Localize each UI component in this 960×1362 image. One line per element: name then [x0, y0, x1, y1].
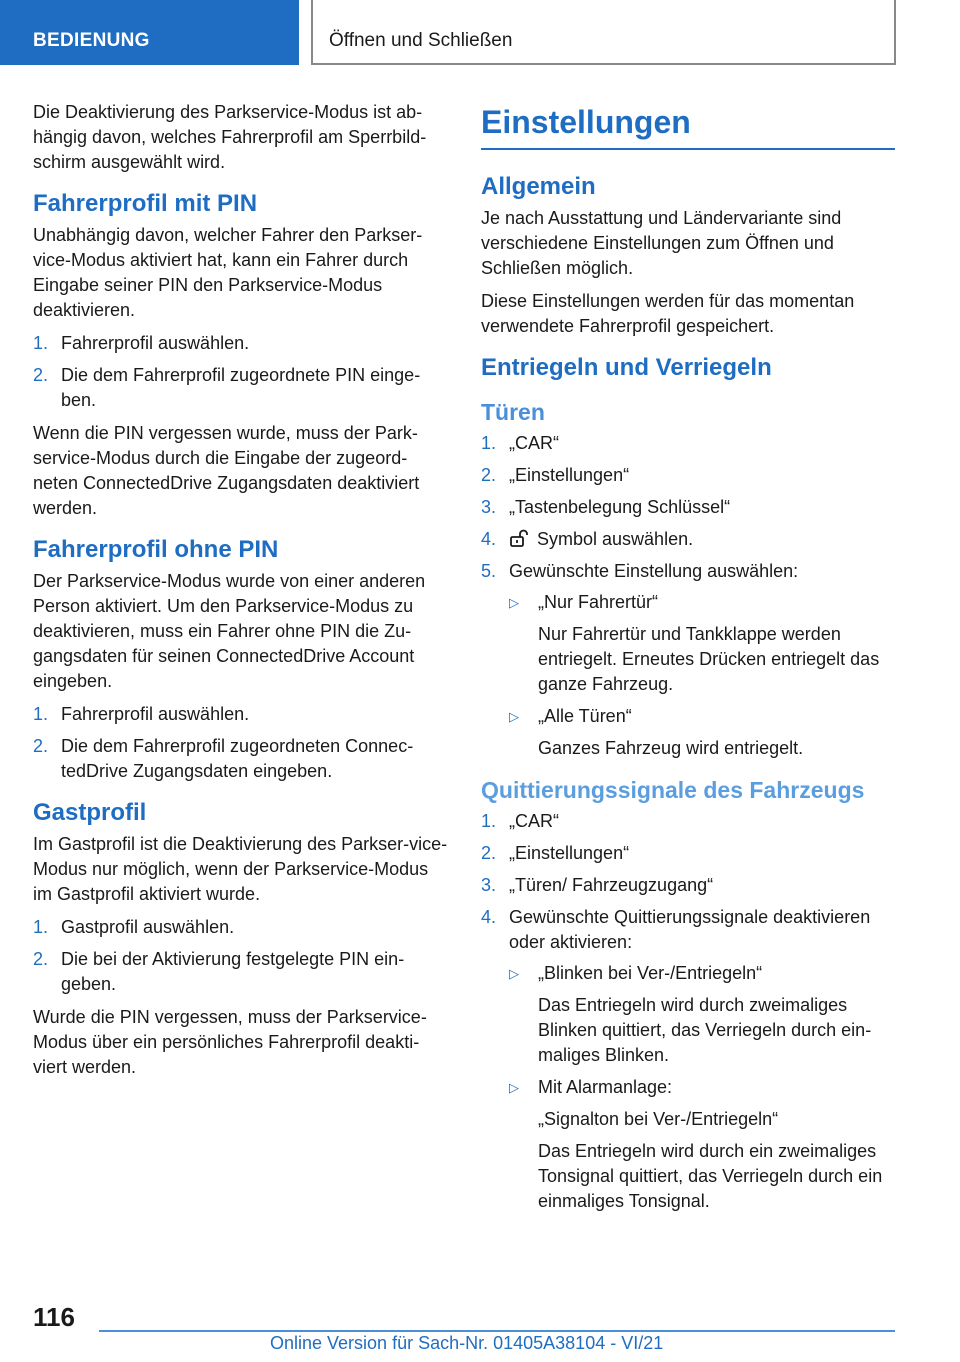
list-item [481, 905, 895, 1214]
step-number: 1. [33, 704, 49, 724]
step-text: Gewünschte Quittierungssignale deaktivieren oder aktivieren: [509, 907, 871, 952]
heading-unlock-lock: Entriegeln und Verriegeln [481, 354, 772, 381]
step-number: 5. [481, 561, 497, 581]
heading-profile-without-pin: Fahrerprofil ohne PIN [33, 536, 279, 563]
list-item [33, 702, 449, 727]
triangle-bullet-icon: ▷ [509, 1080, 519, 1095]
triangle-bullet-icon: ▷ [509, 709, 519, 724]
step-text: „CAR“ [509, 811, 559, 831]
step-text: Die dem Fahrerprofil zugeordneten Connec-tedDrive Zugangsdaten eingeben. [61, 736, 414, 781]
option-label: „Alle Türen“ [538, 706, 632, 726]
footer-divider [99, 1330, 895, 1332]
option-description: „Signalton bei Ver-/Entriegeln“ [538, 1109, 779, 1129]
step-text: Fahrerprofil auswählen. [61, 333, 250, 353]
step-number: 1. [481, 811, 497, 831]
heading-signals: Quittierungssignale des Fahrzeugs [481, 777, 865, 803]
step-number: 2. [33, 736, 49, 756]
header-chapter-label: Öffnen und Schließen [329, 30, 513, 51]
nopin-steps [33, 702, 449, 784]
step-text: Gewünschte Einstellung auswählen: [509, 561, 799, 581]
list-item [509, 1075, 895, 1214]
section-title: Einstellungen [481, 102, 895, 150]
heading-doors: Türen [481, 399, 545, 425]
left-column [33, 100, 449, 1088]
signals-steps [481, 809, 895, 1214]
step-number: 4. [481, 907, 497, 927]
list-item [481, 527, 895, 552]
guest-steps [33, 915, 449, 997]
doors-steps [481, 431, 895, 761]
option-description: Nur Fahrertür und Tankklappe werden entriegelt. Erneutes Drücken entriegelt das ganze Fahrzeug. [538, 624, 880, 694]
step-text: „Einstellungen“ [509, 843, 630, 863]
general-paragraph-2: Diese Einstellungen werden für das momentan verwendete Fahrerprofil gespeichert. [481, 291, 855, 336]
list-item [509, 704, 895, 761]
list-item [509, 590, 895, 697]
step-number: 1. [33, 333, 49, 353]
header-section-tab [0, 0, 299, 65]
list-item [33, 734, 449, 784]
heading-profile-with-pin: Fahrerprofil mit PIN [33, 190, 258, 217]
step-text: Die dem Fahrerprofil zugeordnete PIN einge-ben. [61, 365, 421, 410]
pin-note: Wenn die PIN vergessen wurde, muss der Park-service-Modus durch die Eingabe der zugeord-neten ConnectedDrive Zugangsdaten deaktiviert werden. [33, 423, 420, 518]
heading-guest-profile: Gastprofil [33, 799, 147, 826]
step-text: Die bei der Aktivierung festgelegte PIN ein-geben. [61, 949, 405, 994]
page-number: 116 [33, 1302, 75, 1332]
unlock-icon [509, 528, 529, 548]
signals-options [509, 961, 895, 1214]
step-number: 2. [33, 365, 49, 385]
header-chapter-box [311, 0, 896, 65]
step-text: „Türen/ Fahrzeugzugang“ [509, 875, 714, 895]
list-item [33, 915, 449, 940]
guest-note: Wurde die PIN vergessen, muss der Parkservice-Modus über ein persönliches Fahrerprofil deakti-viert werden. [33, 1007, 427, 1077]
list-item [481, 841, 895, 866]
step-number: 3. [481, 497, 497, 517]
option-label: Mit Alarmanlage: [538, 1077, 673, 1097]
triangle-bullet-icon: ▷ [509, 966, 519, 981]
option-label: „Nur Fahrertür“ [538, 592, 659, 612]
doors-options [509, 590, 895, 761]
step-number: 3. [481, 875, 497, 895]
option-description: Das Entriegeln wird durch zweimaliges Blinken quittiert, das Verriegeln durch ein-maliges Blinken. [538, 995, 872, 1065]
right-column [481, 100, 895, 1222]
option-description: Das Entriegeln wird durch ein zweimaliges Tonsignal quittiert, das Verriegeln durch ein einmaliges Tonsignal. [538, 1141, 883, 1211]
step-text: „Tastenbelegung Schlüssel“ [509, 497, 731, 517]
footer-version-text: Online Version für Sach-Nr. 01405A38104 - VI/21 [270, 1333, 664, 1353]
triangle-bullet-icon: ▷ [509, 595, 519, 610]
step-text: „Einstellungen“ [509, 465, 630, 485]
step-text: „CAR“ [509, 433, 559, 453]
list-item [33, 947, 449, 997]
step-text: Gastprofil auswählen. [61, 917, 235, 937]
option-label: „Blinken bei Ver-/Entriegeln“ [538, 963, 763, 983]
general-paragraph-1: Je nach Ausstattung und Ländervariante sind verschiedene Einstellungen zum Öffnen und Schließen möglich. [481, 208, 842, 278]
step-text: Fahrerprofil auswählen. [61, 704, 250, 724]
step-number: 1. [33, 917, 49, 937]
header-section-label: BEDIENUNG [33, 30, 150, 51]
step-text: Symbol auswählen. [537, 529, 694, 549]
guest-paragraph: Im Gastprofil ist die Deaktivierung des Parkser-vice-Modus nur möglich, wenn der Parkservice-Modus im Gastprofil aktiviert wurde. [33, 834, 448, 904]
option-description: Ganzes Fahrzeug wird entriegelt. [538, 738, 804, 758]
intro-paragraph: Die Deaktivierung des Parkservice-Modus ist ab-hängig davon, welches Fahrerprofil am Sperrbild-schirm ausgewählt wird. [33, 102, 427, 172]
list-item [481, 495, 895, 520]
list-item [33, 363, 449, 413]
pin-paragraph: Unabhängig davon, welcher Fahrer den Parkser-vice-Modus aktiviert hat, kann ein Fahrer durch Eingabe seiner PIN den Parkservice-Modus deaktivieren. [33, 225, 423, 320]
step-number: 2. [33, 949, 49, 969]
list-item [481, 463, 895, 488]
pin-steps [33, 331, 449, 413]
list-item [481, 559, 895, 761]
list-item [481, 873, 895, 898]
list-item [509, 961, 895, 1068]
list-item [33, 331, 449, 356]
list-item [481, 431, 895, 456]
step-number: 2. [481, 843, 497, 863]
step-number: 4. [481, 529, 497, 549]
list-item [481, 809, 895, 834]
nopin-paragraph: Der Parkservice-Modus wurde von einer anderen Person aktiviert. Um den Parkservice-Modus zu deaktivieren, muss ein Fahrer ohne PIN die Zu-gangsdaten für seinen ConnectedDrive Account eingeben. [33, 571, 426, 691]
step-number: 2. [481, 465, 497, 485]
step-number: 1. [481, 433, 497, 453]
heading-general: Allgemein [481, 173, 596, 200]
